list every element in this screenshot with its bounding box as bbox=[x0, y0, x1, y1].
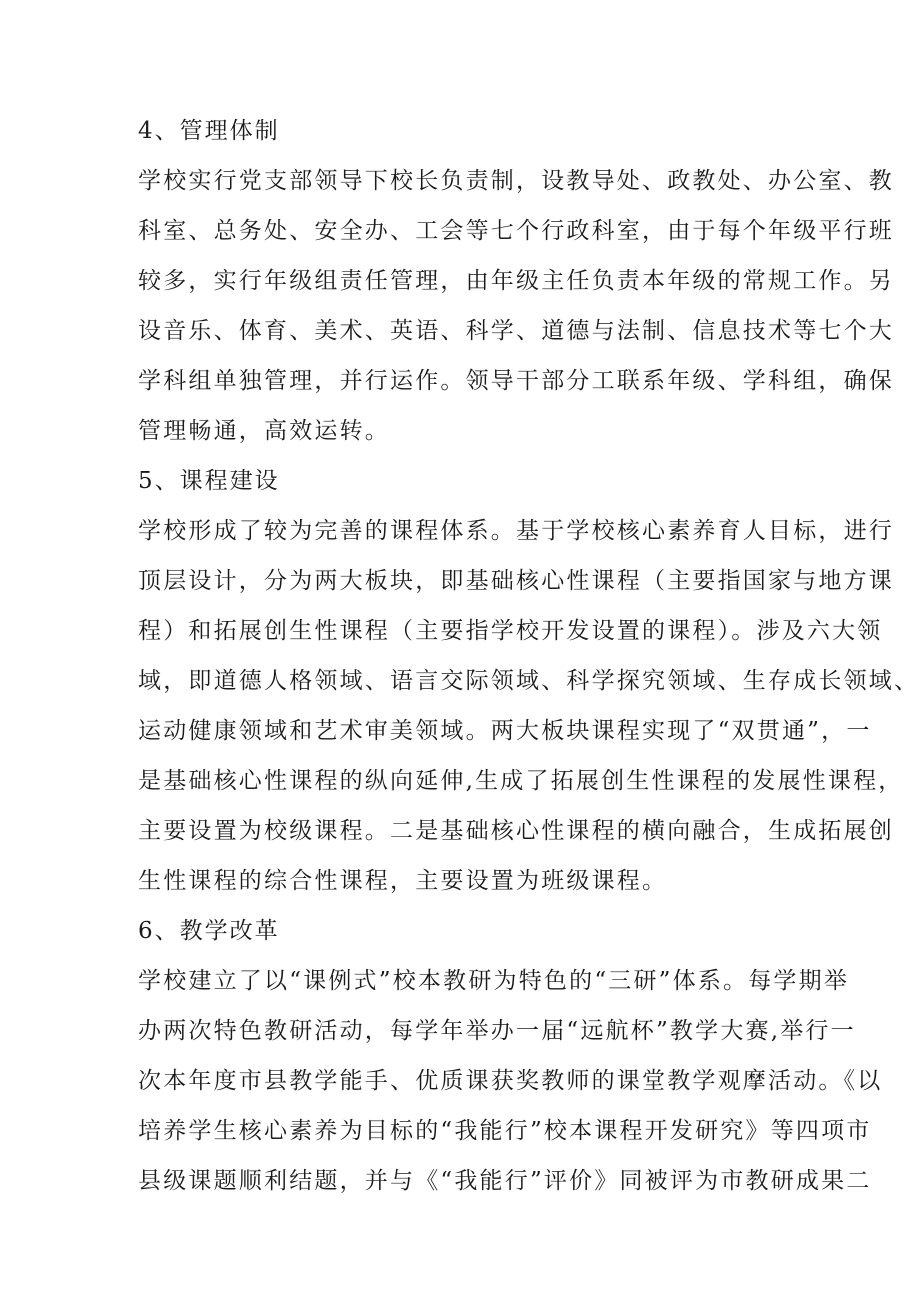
paragraph-line: 设音乐、体育、美术、英语、科学、道德与法制、信息技术等七个大 bbox=[138, 318, 894, 344]
paragraph-line: 顶层设计，分为两大板块，即基础核心性课程（主要指国家与地方课 bbox=[138, 568, 894, 594]
paragraph-line: 较多，实行年级组责任管理，由年级主任负责本年级的常规工作。另 bbox=[138, 268, 894, 294]
paragraph-line: 学科组单独管理，并行运作。领导干部分工联系年级、学科组，确保 bbox=[138, 368, 894, 394]
paragraph-line: 培养学生核心素养为目标的“我能行”校本课程开发研究》等四项市 bbox=[138, 1118, 872, 1144]
paragraph-line: 学校建立了以“课例式”校本教研为特色的“三研”体系。每学期举 bbox=[138, 968, 850, 994]
paragraph-line: 学校实行党支部领导下校长负责制，设教导处、政教处、办公室、教 bbox=[138, 168, 894, 194]
paragraph-line: 管理畅通，高效运转。 bbox=[138, 418, 390, 444]
section-heading-management: 4、管理体制 bbox=[138, 118, 280, 144]
paragraph-line: 县级课题顺利结题，并与《“我能行”评价》同被评为市教研成果二 bbox=[138, 1168, 872, 1194]
paragraph-line: 域，即道德人格领域、语言交际领域、科学探究领域、生存成长领域、 bbox=[138, 668, 920, 694]
paragraph-line: 是基础核心性课程的纵向延伸,生成了拓展创生性课程的发展性课程， bbox=[138, 768, 904, 794]
paragraph-line: 科室、总务处、安全办、工会等七个行政科室，由于每个年级平行班 bbox=[138, 218, 894, 244]
section-heading-teaching-reform: 6、教学改革 bbox=[138, 918, 280, 944]
section-heading-curriculum: 5、课程建设 bbox=[138, 468, 280, 494]
paragraph-line: 主要设置为校级课程。二是基础核心性课程的横向融合，生成拓展创 bbox=[138, 818, 894, 844]
paragraph-line: 程）和拓展创生性课程（主要指学校开发设置的课程）。涉及六大领 bbox=[138, 618, 883, 644]
paragraph-line: 运动健康领域和艺术审美领域。两大板块课程实现了“双贯通”，一 bbox=[138, 718, 872, 744]
paragraph-line: 办两次特色教研活动，每学年举办一届“远航杯”教学大赛,举行一 bbox=[138, 1018, 856, 1044]
paragraph-line: 生性课程的综合性课程，主要设置为班级课程。 bbox=[138, 868, 668, 894]
paragraph-line: 学校形成了较为完善的课程体系。基于学校核心素养育人目标，进行 bbox=[138, 518, 894, 544]
paragraph-line: 次本年度市县教学能手、优质课获奖教师的课堂教学观摩活动。《以 bbox=[138, 1068, 883, 1094]
